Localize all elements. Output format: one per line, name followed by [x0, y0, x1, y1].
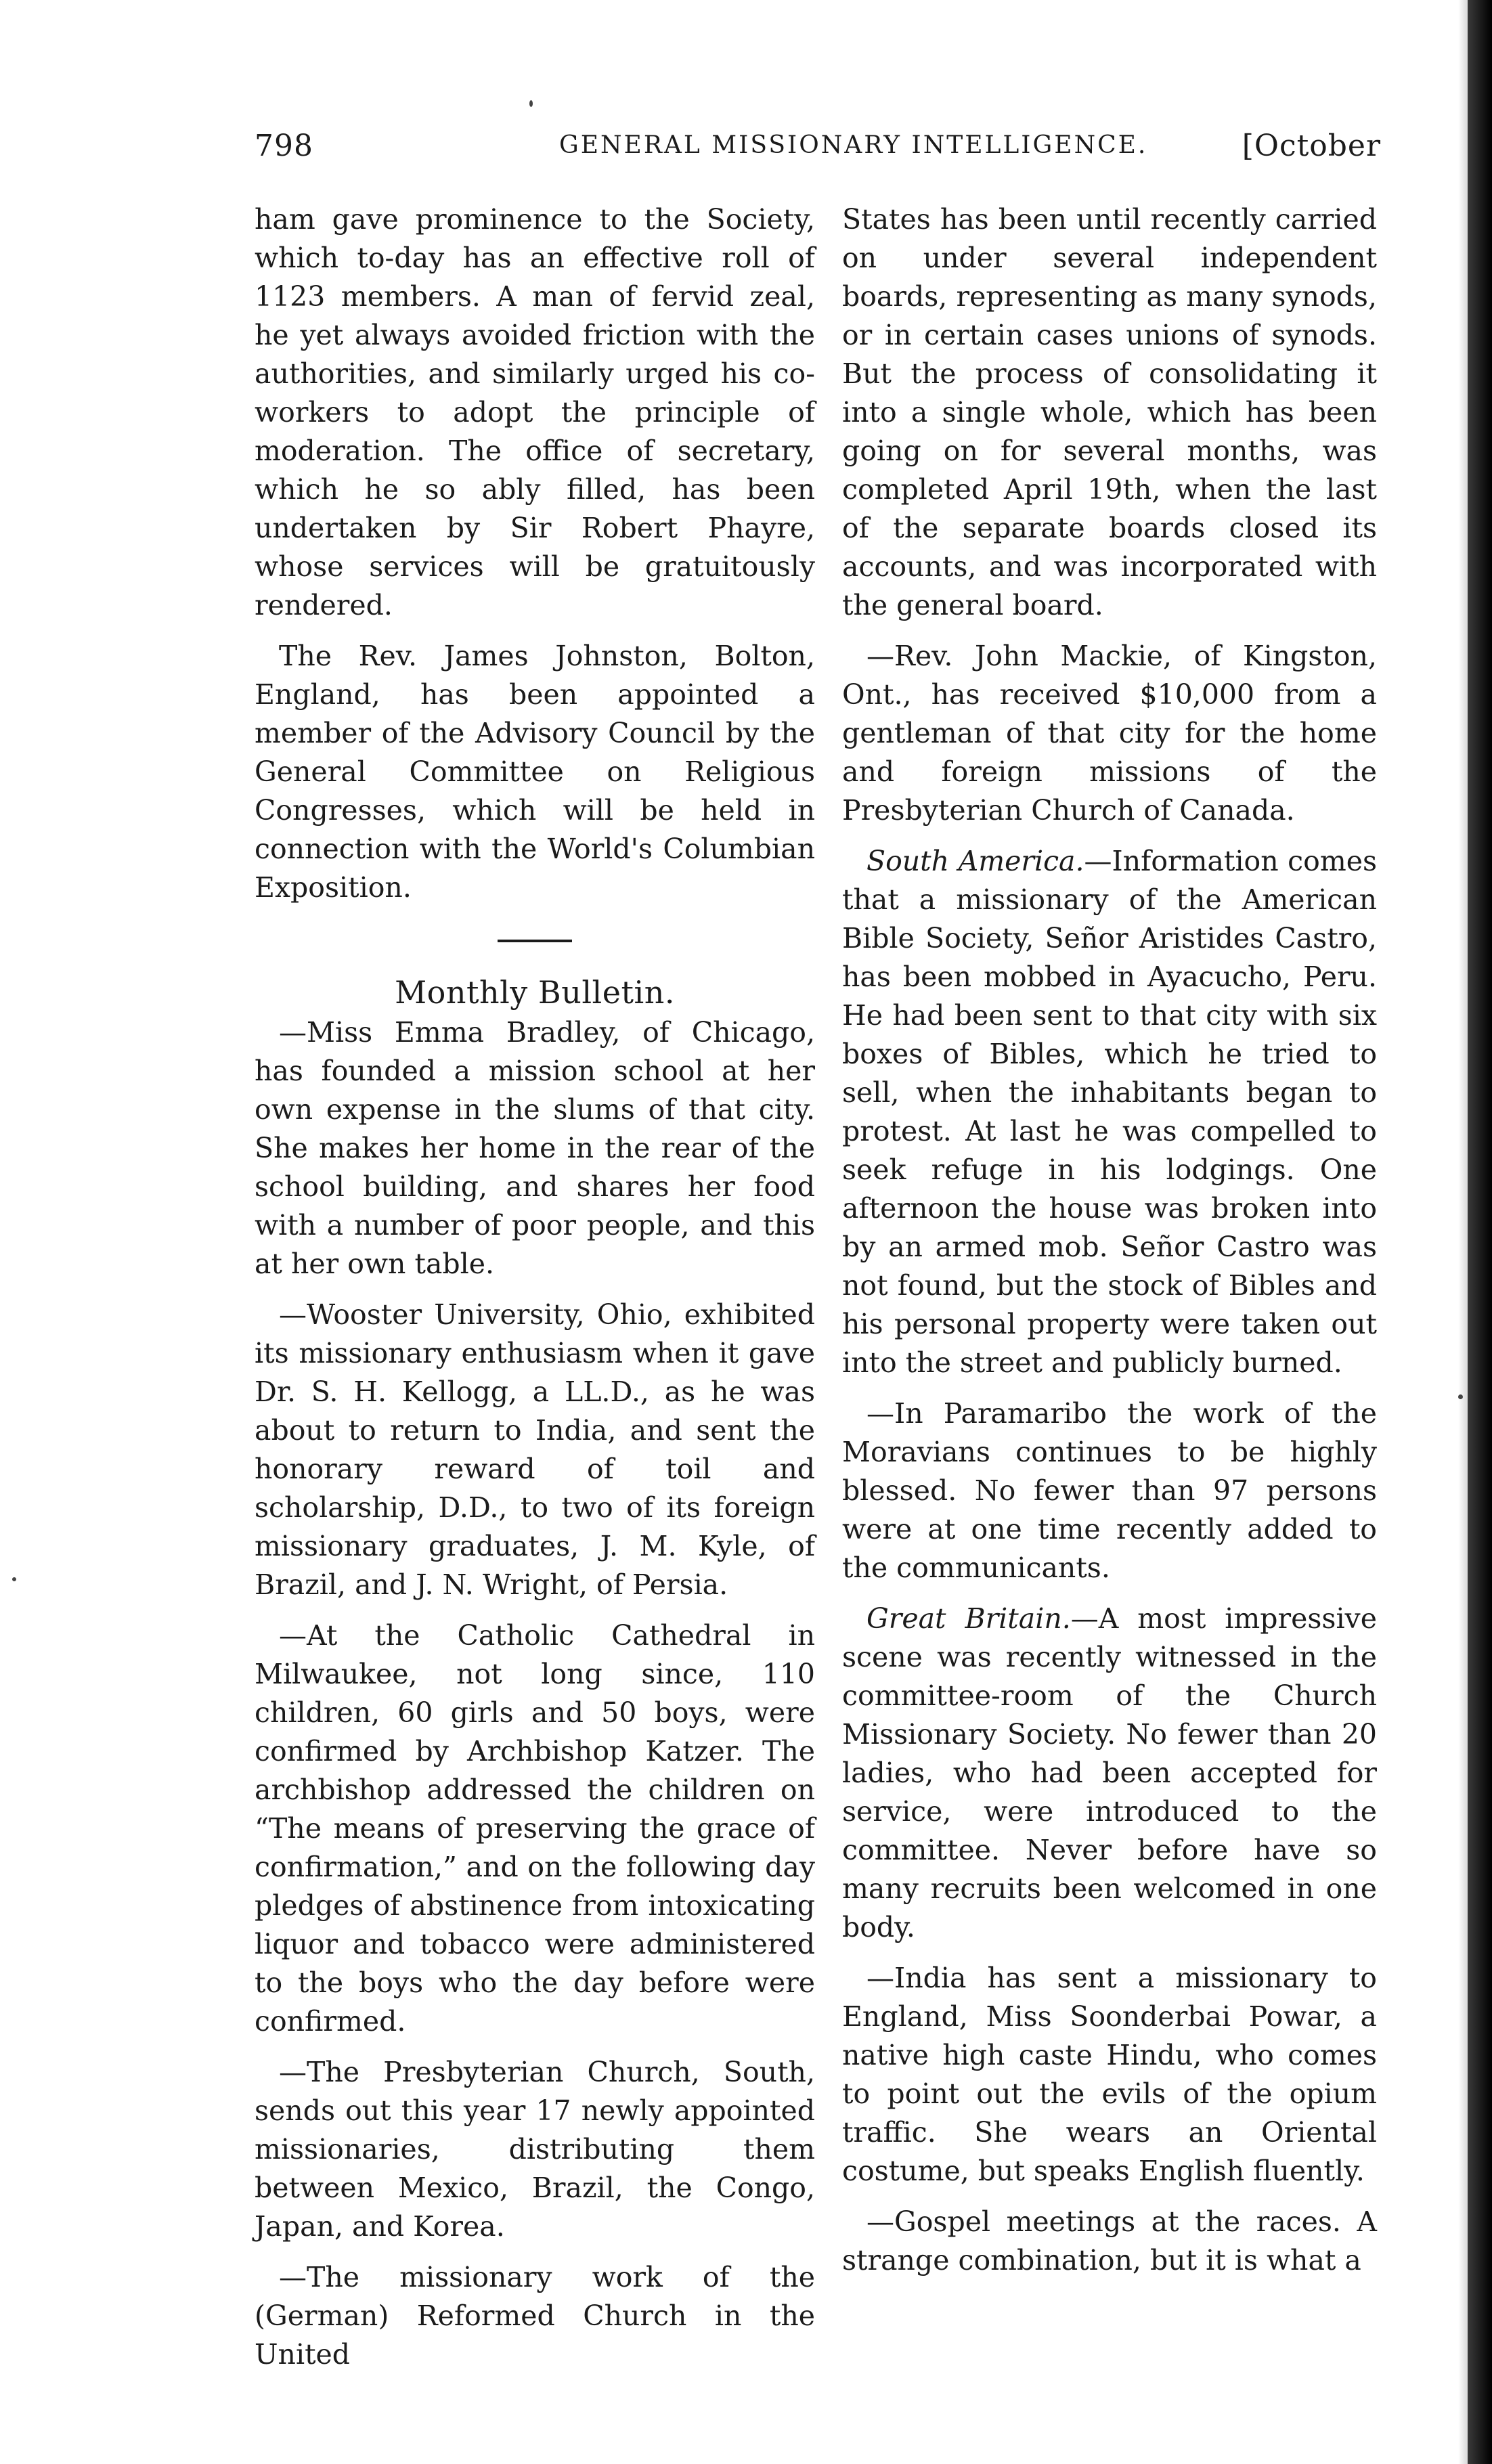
paragraph: ham gave prominence to the Society, which to-day has an effective roll of 1123 members. A man of fervid zeal, he yet always avoided friction with the authorities, and similarly urged his co-workers to adopt the principle of moderation. The office of secretary, which he so ably filled, has been undertaken by Sir Robert Phayre, whose services will be gratuitously rendered. [255, 203, 815, 621]
right-column [842, 200, 1377, 2292]
bulletin-item: —Miss Emma Bradley, of Chicago, has founded a mission school at her own expense in the slums of that city. She makes her home in the rear of the school building, and shares her food with a number of poor people, and this at her own table. [255, 1016, 815, 1280]
bulletin-item: —India has sent a missionary to England, Miss Soonderbai Powar, a native high caste Hindu, who comes to point out the evils of the opium traffic. She wears an Oriental costume, but speaks English fluently. [842, 1962, 1377, 2187]
section-title: Monthly Bulletin. [395, 974, 675, 1011]
page-header [255, 129, 1381, 176]
bulletin-item: —In Paramaribo the work of the Moravians continues to be highly blessed. No fewer than 97 persons were at one time recently added to the communicants. [842, 1397, 1377, 1584]
scan-speck [529, 100, 533, 107]
bulletin-item: —Rev. John Mackie, of Kingston, Ont., has received $10,000 from a gentleman of that city for the home and foreign missions of the Presbyterian Church of Canada. [842, 640, 1377, 827]
bulletin-item [842, 842, 1377, 1382]
scan-speck [12, 1577, 16, 1581]
bulletin-item: —The missionary work of the (German) Reformed Church in the United [255, 2261, 815, 2371]
paragraph-text: —Information comes that a missionary of the American Bible Society, Señor Aristides Castro, has been mobbed in Ayacucho, Peru. He had been sent to that city with six boxes of Bibles, which he tried to sell, when the inhabitants began to protest. At last he was compelled to seek refuge in his lodgings. One afternoon the house was broken into by an armed mob. Señor Castro was not found, but the stock of Bibles and his personal property were taken out into the street and publicly burned. [842, 845, 1378, 1379]
region-heading: Great Britain. [866, 1602, 1071, 1635]
bulletin-item: —Wooster University, Ohio, exhibited its missionary enthusiasm when it gave Dr. S. H. Kellogg, a LL.D., as he was about to return to India, and sent the honorary reward of toil and scholarship, D.D., to two of its foreign missionary graduates, J. M. Kyle, of Brazil, and J. N. Wright, of Persia. [255, 1298, 815, 1601]
page-number: 798 [255, 129, 313, 163]
scan-speck [1458, 1394, 1463, 1399]
issue-month: [October [1242, 129, 1381, 163]
page-edge-binding [1468, 0, 1492, 2464]
running-head: GENERAL MISSIONARY INTELLIGENCE. [559, 131, 1148, 159]
bulletin-item: —The Presbyterian Church, South, sends out this year 17 newly appointed missionaries, distributing them between Mexico, Brazil, the Congo, Japan, and Korea. [255, 2056, 815, 2243]
paragraph: States has been until recently carried on under several independent boards, representing as many synods, or in certain cases unions of synods. But the process of consolidating it into a single whole, which has been going on for several months, was completed April 19th, when the last of the separate boards closed its accounts, and was incorporated with the general board. [842, 203, 1377, 621]
left-column [255, 200, 815, 2386]
paragraph-text: —A most impressive scene was recently witnessed in the committee-room of the Church Missionary Society. No fewer than 20 ladies, who had been accepted for service, were introduced to the committee. Never before have so many recruits been welcomed in one body. [842, 1602, 1377, 1943]
region-heading: South America. [866, 845, 1084, 877]
paragraph: The Rev. James Johnston, Bolton, England, has been appointed a member of the Advisory Council by the General Committee on Religious Congresses, which will be held in connection with the World's Columbian Exposition. [255, 640, 815, 904]
bulletin-item: —Gospel meetings at the races. A strange combination, but it is what a [842, 2205, 1377, 2276]
page-edge-shadow [1458, 0, 1468, 2464]
section-divider [498, 940, 572, 942]
bulletin-item: —At the Catholic Cathedral in Milwaukee, not long since, 110 children, 60 girls and 50 boys, were confirmed by Archbishop Katzer. The archbishop addressed the children on “The means of preserving the grace of confirmation,” and on the following day pledges of abstinence from intoxicating liquor and tobacco were administered to the boys who the day before were confirmed. [255, 1619, 815, 2038]
bulletin-item [842, 1600, 1377, 1947]
